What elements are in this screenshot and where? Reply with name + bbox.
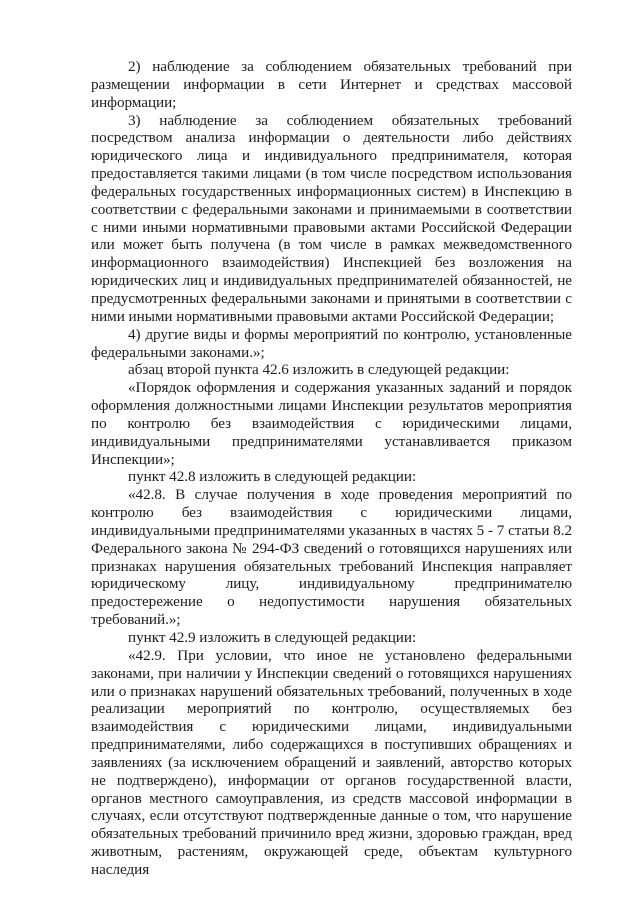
paragraph-amend-42-8: пункт 42.8 изложить в следующей редакции:	[128, 468, 417, 486]
paragraph-amend-42-9: пункт 42.9 изложить в следующей редакции:	[128, 629, 417, 646]
paragraph-item-3-observation-analysis: 3) наблюдение за соблюдением обязательных требований посредством анализа информации о деятельности либо действиях юридического лица и индивидуального предпринимателя, которая предоставляется такими лицами (в том числе посредством использования федеральных государственных информационных систем) в Инспекцию в соответствии с федеральными законами и принимаемыми в соответствии с ними иными нормативными правовыми актами Российской Федерации или может быть получена (в том числе в рамках межведомственного информационного взаимодействия) Инспекцией без возложения на юридических лиц и индивидуальных предпринимателей обязанностей, не предусмотренных федеральными законами и принятыми в соответствии с ними иными нормативными правовыми актами Российской Федерации;	[91, 111, 572, 325]
paragraph-amend-42-6: абзац второй пункта 42.6 изложить в следующей редакции:	[128, 361, 510, 379]
paragraph-42-9-text: «42.9. При условии, что иное не установлено федеральными законами, при наличии у Инспекции сведений о готовящихся нарушениях или о признаках нарушений обязательных требований, полученных в ходе реализации мероприятий по контролю, осуществляемых без взаимодействия с юридическими лицами, индивидуальными предпринимателями, либо содержащихся в поступивших обращениях и заявлениях (за исключением обращений и заявлений, авторство которых не подтверждено), информации от органов государственной власти, органов местного самоуправления, из средств массовой информации в случаях, если отсутствуют подтвержденные данные о том, что нарушение обязательных требований причинило вред жизни, здоровью граждан, вред животным, растениям, окружающей среде, объектам культурного наследия	[91, 646, 572, 878]
document-body	[91, 58, 572, 879]
paragraph-42-6-text: «Порядок оформления и содержания указанных заданий и порядок оформления должностными лицами Инспекции результатов мероприятия по контролю без взаимодействия с юридическими лицами, индивидуальными предпринимателями устанавливается приказом Инспекции»;	[91, 379, 572, 468]
paragraph-item-4-other-measures: 4) другие виды и формы мероприятий по контролю, установленные федеральными законами.»;	[91, 325, 572, 361]
paragraph-item-2-observation-internet: 2) наблюдение за соблюдением обязательных требований при размещении информации в сети Интернет и средствах массовой информации;	[91, 58, 572, 111]
paragraph-42-8-text: «42.8. В случае получения в ходе проведения мероприятий по контролю без взаимодействия с юридическими лицами, индивидуальными предпринимателями указанных в частях 5 - 7 статьи 8.2 Федерального закона № 294-ФЗ сведений о готовящихся нарушениях или признаках нарушения обязательных требований Инспекция направляет юридическому лицу, индивидуальному предпринимателю предостережение о недопустимости нарушения обязательных требований.»;	[91, 486, 572, 629]
